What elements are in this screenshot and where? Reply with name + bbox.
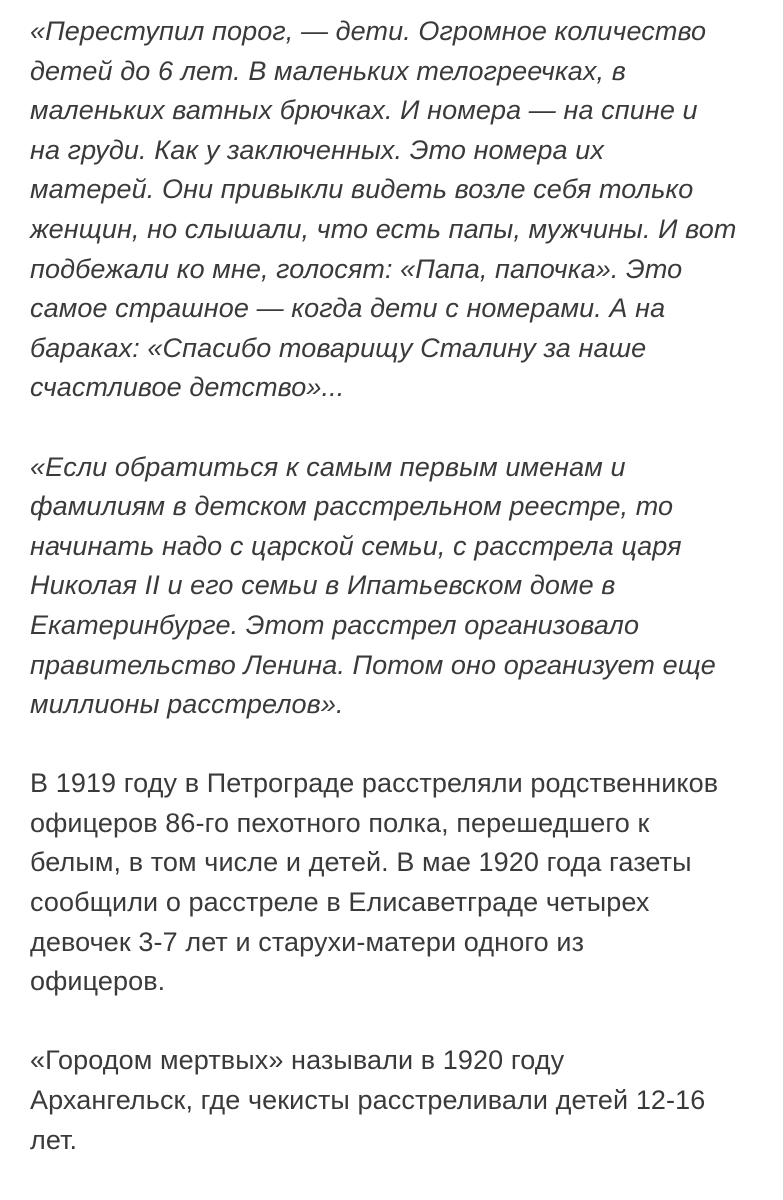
text-line: «Если обратиться к самым первым именам и xyxy=(30,451,626,482)
text-line: белым, в том числе и детей. В мае 1920 года газеты xyxy=(30,847,692,878)
body-paragraph-2 xyxy=(30,1041,760,1160)
text-line: подбежали ко мне, голосят: «Папа, папочка». Это xyxy=(30,253,683,284)
text-line: Архангельск, где чекисты расстреливали детей 12-16 xyxy=(30,1085,706,1116)
text-line: матерей. Они привыкли видеть возле себя только xyxy=(30,174,694,205)
text-line: счастливое детство»... xyxy=(30,372,345,403)
text-line: женщин, но слышали, что есть папы, мужчины. И вот xyxy=(30,213,737,244)
paragraph-spacer xyxy=(30,408,760,448)
text-line: В 1919 году в Петрограде расстреляли родственников xyxy=(30,768,719,799)
text-line: миллионы расстрелов». xyxy=(30,689,344,720)
text-line: сообщили о расстреле в Елисаветграде четырех xyxy=(30,887,650,918)
text-line: «Переступил порог, — дети. Огромное количество xyxy=(30,16,707,46)
text-line: офицеров. xyxy=(30,966,166,997)
text-line: офицеров 86-го пехотного полка, перешедшего к xyxy=(30,807,650,838)
text-line: детей до 6 лет. В маленьких телогреечках, в xyxy=(30,55,626,86)
article-body xyxy=(30,12,760,1160)
text-line: начинать надо с царской семьи, с расстрела царя xyxy=(30,530,682,561)
text-line: бараках: «Спасибо товарищу Сталину за наше xyxy=(30,332,647,363)
text-line: правительство Ленина. Потом оно организует еще xyxy=(30,649,716,680)
text-line: «Городом мертвых» называли в 1920 году xyxy=(30,1045,565,1076)
paragraph-spacer xyxy=(30,725,760,765)
text-line: самое страшное — когда дети с номерами. А на xyxy=(30,293,666,324)
text-line: девочек 3-7 лет и старухи-матери одного из xyxy=(30,926,585,957)
paragraph-spacer xyxy=(30,1002,760,1042)
text-line: на груди. Как у заключенных. Это номера их xyxy=(30,134,604,165)
text-line: фамилиям в детском расстрельном реестре, то xyxy=(30,491,674,522)
quote-paragraph-1 xyxy=(30,12,760,408)
text-line: Екатеринбурге. Этот расстрел организовало xyxy=(30,609,640,640)
quote-paragraph-2 xyxy=(30,448,760,725)
text-line: Николая II и его семьи в Ипатьевском доме в xyxy=(30,570,616,601)
body-paragraph-1 xyxy=(30,764,760,1002)
text-line: маленьких ватных брючках. И номера — на спине и xyxy=(30,95,698,126)
text-line: лет. xyxy=(30,1124,78,1155)
